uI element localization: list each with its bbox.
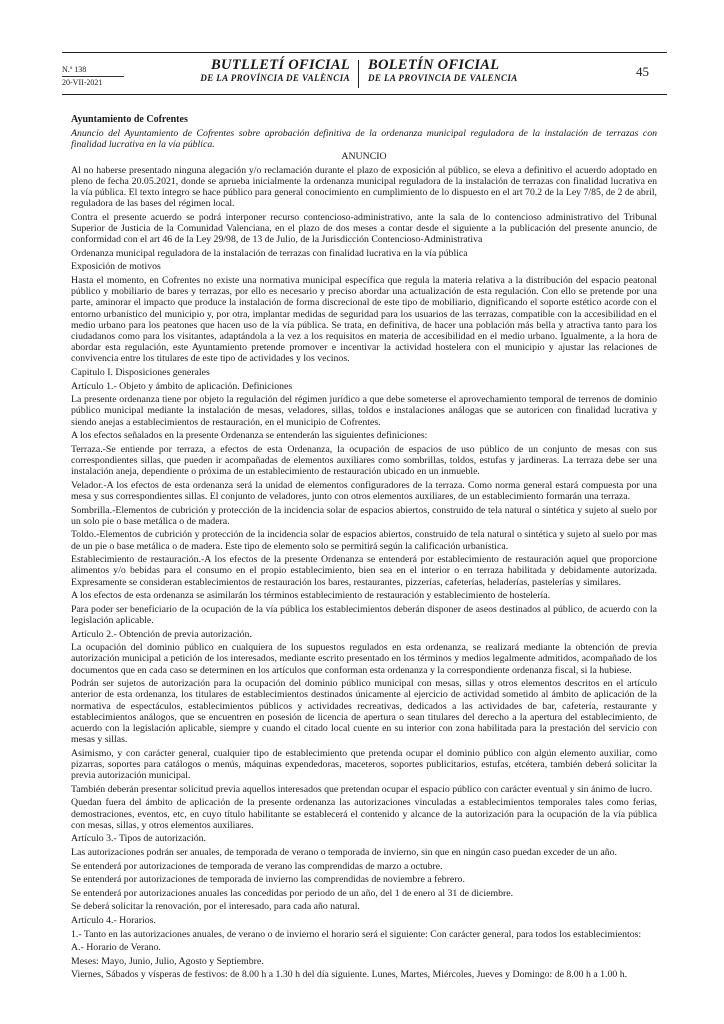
issuing-entity: Ayuntamiento de Cofrentes xyxy=(71,114,188,125)
paragraph: A los efectos señalados en la presente Ordenanza se entenderán las siguientes definiciones: xyxy=(71,430,428,442)
paragraph: La ocupación del dominio público en cualquiera de los supuestos regulados en esta ordenanza, se realizará mediante la obtención de previa autorización municipal a petición de los interesados, mediante escrito presentado en los términos y medios legalmente admitidos, acompañado de los documentos que en cada caso se determinen en los artículos que conforman esta ordenanza y la correspondiente ordenanza fiscal, si la hubiese. xyxy=(71,642,657,676)
paragraph: Quedan fuera del ámbito de aplicación de la presente ordenanza las autorizaciones vinculadas a establecimientos temporales tales como ferias, demostraciones, eventos, etc, en cuyo título habilitante se establecerá el contenido y alcance de la autorización para la ocupación de la vía pública con mesas, sillas, y otros elementos auxiliares. xyxy=(71,797,657,831)
definition: Velador.-A los efectos de esta ordenanza será la unidad de elementos configuradores de la terraza. Como norma general estará compuesta por una mesa y sus correspondientes sillas. El conjunto de veladores, junto con otros elementos auxiliares, de un establecimiento formarán una terraza. xyxy=(71,479,657,502)
paragraph: A los efectos de esta ordenanza se asimilarán los términos establecimiento de restauración y establecimiento de hostelería. xyxy=(71,590,551,602)
masthead-title-spanish: BOLETÍN OFICIAL xyxy=(368,57,500,73)
section-heading: Exposición de motivos xyxy=(71,261,161,273)
masthead-spanish xyxy=(368,58,528,84)
paragraph: Se entenderá por autorizaciones anuales las concedidas por periodo de un año, del 1 de enero al 31 de diciembre. xyxy=(71,887,514,899)
paragraph: 1.- Tanto en las autorizaciones anuales, de verano o de invierno el horario será el siguiente: Con carácter general, para todos los establecimientos: xyxy=(71,928,642,940)
article-heading: Artículo 4.- Horarios. xyxy=(71,914,156,926)
paragraph: Las autorizaciones podrán ser anuales, de temporada de verano o temporada de invierno, sin que en ningún caso puedan exceder de un año. xyxy=(71,846,617,858)
article-heading: Artículo 3.- Tipos de autorización. xyxy=(71,833,206,845)
paragraph: Se deberá solicitar la renovación, por el interesado, para cada año natural. xyxy=(71,901,360,913)
paragraph: Al no haberse presentado ninguna alegación y/o reclamación durante el plazo de exposición al público, se eleva a definitivo el acuerdo adoptado en pleno de fecha 20.05.2021, donde se aprueba inicialmente la ordenanza municipal reguladora de la instalación de terrazas con finalidad lucrativa en la vía pública. El texto íntegro se hace público para general conocimiento en cumplimiento de lo dispuesto en el art 70.2 de la Ley 7/85, de 2 de abril, reguladora de las bases del régimen local. xyxy=(71,164,657,210)
masthead-title-valencian: BUTLLETÍ OFICIAL xyxy=(211,57,350,73)
masthead-divider xyxy=(358,60,359,88)
paragraph: Se entenderá por autorizaciones de temporada de invierno las comprendidas de noviembre a febrero. xyxy=(71,874,465,886)
paragraph: Se entenderá por autorizaciones de temporada de verano las comprendidas de marzo a octubre. xyxy=(71,860,443,872)
definition: Sombrilla.-Elementos de cubrición y protección de la incidencia solar de espacios abiertos, construido de tela natural o sintética y sujeto al suelo por un solo pie o base metálica o de madera. xyxy=(71,504,657,527)
header-bottom-rule xyxy=(62,94,667,95)
page-number: 45 xyxy=(636,64,649,79)
masthead-subtitle-valencian: DE LA PROVÍNCIA DE VALÈNCIA xyxy=(200,73,350,83)
header-top-rule xyxy=(62,52,667,53)
definition: Establecimiento de restauración.-A los efectos de la presente Ordenanza se entenderá por establecimiento de restauración aquel que proporcione alimentos y/o bebidas para el consumo en el propio establecimiento, bien sea en el interior o en terraza habilitada y debidamente autorizada. Expresamente se consideran establecimientos de restauración los bares, restaurantes, pizzerías, cafeterías, heladerías, pastelerías y similares. xyxy=(71,554,657,588)
announcement-subtitle: Anuncio del Ayuntamiento de Cofrentes sobre aprobación definitiva de la ordenanza municipal reguladora de la instalación de terrazas con finalidad lucrativa en la vía pública. xyxy=(71,127,657,150)
article-heading: Artículo 1.- Objeto y ámbito de aplicación. Definiciones xyxy=(71,380,293,392)
paragraph: Hasta el momento, en Cofrentes no existe una normativa municipal específica que regula la materia relativa a la distribución del espacio peatonal público y mobiliario de bares y terrazas, por ello es necesario y preciso abordar una actualización de esta regulación. Con ello se pretende por una parte, aminorar el impacto que produce la instalación de forma discrecional de este tipo de mobiliario, dignificando el soporte estético acorde con el entorno urbanístico del municipio y, por otra, implantar medidas de seguridad para los usuarios de las terrazas, compatible con la accesibilidad en el medio urbano para los peatones que hacen uso de la vía pública. Se trata, en definitiva, de hacer una población más bella y atractiva tanto para los ciudadanos como para los visitantes, adaptándola a la vez a los requisitos en materia de accesibilidad en el medio urbano. Igualmente, a la hora de abordar esta regulación, este Ayuntamiento pretende promover e incentivar la actividad hostelera con el municipio y ajustar las relaciones de convivencia entre los titulares de este tipo de actividades y los vecinos. xyxy=(71,274,657,365)
paragraph: También deberán presentar solicitud previa aquellos interesados que pretendan ocupar el espacio público con carácter eventual y sin ánimo de lucro. xyxy=(71,783,653,795)
masthead-subtitle-spanish: DE LA PROVINCIA DE VALENCIA xyxy=(368,73,518,83)
paragraph: Meses: Mayo, Junio, Julio, Agosto y Septiembre. xyxy=(71,955,264,967)
ordinance-title: Ordenanza municipal reguladora de la instalación de terrazas con finalidad lucrativa en la vía pública xyxy=(71,247,468,259)
announcement-heading: ANUNCIO xyxy=(341,151,387,162)
masthead-valencian xyxy=(190,58,350,84)
bulletin-masthead xyxy=(190,57,518,88)
definition: Toldo.-Elementos de cubrición y protección de la incidencia solar de espacios abiertos, construido de tela natural o sintética y sujeto al suelo por mas de un pie o base metálica o de madera. Este tipo de elemento solo se permitirá según la calificación urbanística. xyxy=(71,529,657,552)
paragraph: Contra el presente acuerdo se podrá interponer recurso contencioso-administrativo, ante la sala de lo contencioso administrativo del Tribunal Superior de Justicia de la Comunidad Valenciana, en el plazo de dos meses a contar desde el siguiente a la publicación del presente anuncio, de conformidad con el art 46 de la Ley 29/98, de 13 de Julio, de la Jurisdicción Contencioso-Administrativa xyxy=(71,211,657,246)
paragraph: Para poder ser beneficiario de la ocupación de la vía pública los establecimientos deberán disponer de aseos destinados al público, de acuerdo con la legislación aplicable. xyxy=(71,603,657,626)
paragraph: Viernes, Sábados y vísperas de festivos: de 8.00 h a 1.30 h del día siguiente. Lunes, Martes, Miércoles, Jueves y Domingo: de 8.00 h a 1.00 h. xyxy=(71,969,628,981)
article-heading: Artículo 2.- Obtención de previa autorización. xyxy=(71,628,252,640)
paragraph: Podrán ser sujetos de autorización para la ocupación del dominio público municipal con mesas, sillas y otros elementos descritos en el artículo anterior de esta ordenanza, los titulares de establecimientos destinados únicamente al ejercicio de actividad sometido al ámbito de aplicación de la normativa de espectáculos, establecimientos públicos y actividades recreativas, dedicados a las actividades de bar, cafetería, restaurante y establecimientos análogos, que se encuentren en posesión de licencia de apertura o sean titulares del derecho a la apertura del establecimiento, de acuerdo con la legislación aplicable, siempre y cuando el citado local cuente en su interior con zona habilitada para la prestación del servicio con mesas y sillas. xyxy=(71,678,657,746)
paragraph: A.- Horario de Verano. xyxy=(71,942,161,954)
issue-number: N.º 138 xyxy=(62,64,124,77)
definition: Terraza.-Se entiende por terraza, a efectos de esta Ordenanza, la ocupación de espacios de uso público de un conjunto de mesas con sus correspondientes sillas, que pueden ir acompañadas de elementos auxiliares como sombrillas, toldos, estufas y jardineras. La terraza debe ser una instalación aneja, dependiente o próxima de un establecimiento de restauración ubicado en un inmueble. xyxy=(71,443,657,478)
paragraph: Asimismo, y con carácter general, cualquier tipo de establecimiento que pretenda ocupar el dominio público con algún elemento auxiliar, como pizarras, soportes para catálogos o menús, máquinas expendedoras, maceteros, soportes publicitarios, estufas, etcétera, también deberá solicitar la previa autorización municipal. xyxy=(71,747,657,782)
chapter-heading: Capitulo I. Disposiciones generales xyxy=(71,367,210,378)
issue-info xyxy=(62,64,124,89)
document-body xyxy=(71,114,657,983)
paragraph: La presente ordenanza tiene por objeto la regulación del régimen jurídico a que debe someterse el aprovechamiento temporal de terrenos de dominio público municipal mediante la instalación de mesas, veladores, sillas, toldos e instalaciones análogas que se autoricen con finalidad lucrativa y siendo anejas a establecimientos de restauración, en el municipio de Cofrentes. xyxy=(71,394,657,428)
issue-date: 20-VII-2021 xyxy=(62,78,103,87)
